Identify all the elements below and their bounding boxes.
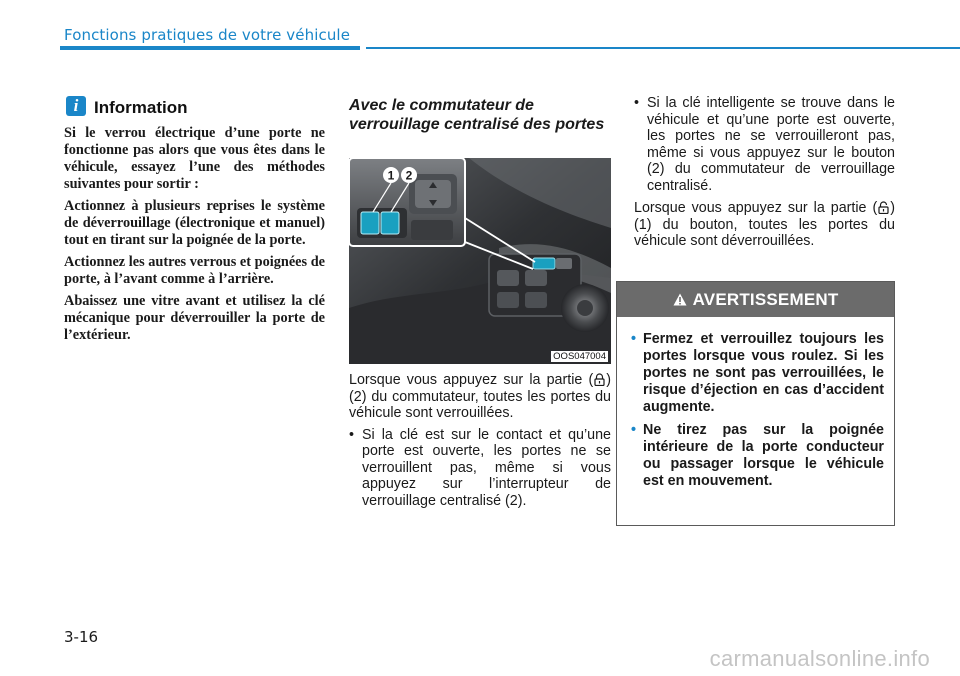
information-heading: Information	[94, 98, 188, 117]
central-switch-heading: Avec le commutateur de verrouillage centralisé des portes	[349, 97, 605, 133]
warning-triangle-icon	[673, 293, 687, 306]
door-switch-figure	[349, 158, 611, 364]
lock-paragraph: Lorsque vous appuyez sur la partie ( ) (2) du commutateur, toutes les portes du véhicule sont verrouillées.	[349, 372, 611, 421]
warning-item: • Ne tirez pas sur la poignée intérieure de la porte conducteur ou passager lorsque le véhicule est en mouvement.	[631, 422, 884, 490]
watermark: carmanualsonline.info	[709, 646, 930, 671]
door-panel-illustration	[349, 158, 611, 364]
information-icon: i	[66, 96, 86, 116]
bullet-item: • Si la clé est sur le contact et qu’une porte est ouverte, les portes ne se verrouillent pas, même si vous appuyez sur l’interrupteur de verrouillage centralisé (2).	[349, 427, 611, 510]
information-body	[64, 125, 325, 349]
header-rule-accent	[60, 46, 360, 50]
information-paragraph: Actionnez les autres verrous et poignées de porte, à l’avant comme à l’arrière.	[64, 254, 325, 287]
column-three-body	[634, 95, 895, 250]
warning-body	[617, 317, 894, 490]
section-title: Fonctions pratiques de votre véhicule	[64, 26, 351, 44]
warning-header	[617, 282, 894, 317]
callout-2: 2	[405, 168, 413, 183]
header-rule	[366, 47, 960, 49]
unlock-paragraph: Lorsque vous appuyez sur la partie ( ) (1) du bouton, toutes les portes du véhicule sont déverrouillées.	[634, 200, 895, 249]
warning-item: • Fermez et verrouillez toujours les portes lorsque vous roulez. Si les portes ne sont pas verrouillées, le risque d’éjection en cas d’accident augmente.	[631, 331, 884, 416]
information-paragraph: Actionnez à plusieurs reprises le système de déverrouillage (électronique et manuel) tout en tirant sur la poignée de la porte.	[64, 198, 325, 248]
figure-code: OOS047004	[553, 351, 606, 362]
information-paragraph: Si le verrou électrique d’une porte ne fonctionne pas alors que vous êtes dans le véhicule, essayez l’une des méthodes suivantes pour sortir :	[64, 125, 325, 192]
callout-1: 1	[387, 168, 395, 183]
warning-title: AVERTISSEMENT	[692, 289, 839, 309]
information-paragraph: Abaissez une vitre avant et utilisez la clé mécanique pour déverrouiller la porte de l’extérieur.	[64, 293, 325, 343]
central-switch-body	[349, 372, 611, 509]
lock-icon	[594, 373, 605, 386]
bullet-item: • Si la clé intelligente se trouve dans le véhicule et qu’une porte est ouverte, les portes ne se verrouilleront pas, même si vous appuyez sur le bouton (2) du commutateur de verrouillage centralisé.	[634, 95, 895, 194]
page-number: 3-16	[64, 628, 99, 646]
warning-box	[616, 281, 895, 526]
unlock-icon	[878, 201, 889, 214]
